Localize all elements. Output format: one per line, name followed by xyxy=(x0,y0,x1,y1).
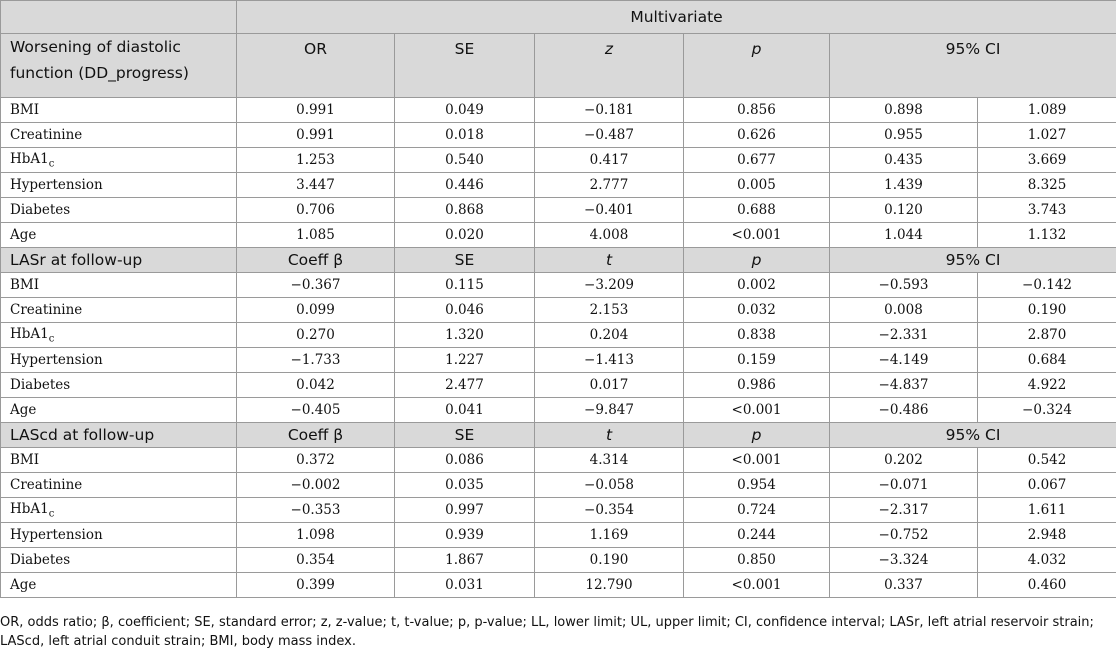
cell-value: −3.209 xyxy=(535,273,684,298)
cell-value: 2.777 xyxy=(535,173,684,198)
cell-value: 0.706 xyxy=(237,198,395,223)
table-row xyxy=(1,198,1116,223)
row-label: Diabetes xyxy=(1,548,237,573)
cell-value: 2.948 xyxy=(978,523,1116,548)
cell-value: 1.027 xyxy=(978,123,1116,148)
cell-value: 0.041 xyxy=(395,398,535,423)
cell-value: −4.837 xyxy=(830,373,978,398)
cell-value: 0.626 xyxy=(684,123,830,148)
row-label: BMI xyxy=(1,273,237,298)
cell-value: 0.035 xyxy=(395,473,535,498)
cell-value: −0.071 xyxy=(830,473,978,498)
col-header-ci: 95% CI xyxy=(830,423,1116,448)
cell-value: 0.684 xyxy=(978,348,1116,373)
cell-value: −0.058 xyxy=(535,473,684,498)
cell-value: 0.986 xyxy=(684,373,830,398)
cell-value: 1.320 xyxy=(395,323,535,348)
row-label: Age xyxy=(1,573,237,598)
cell-value: 0.850 xyxy=(684,548,830,573)
cell-value: 1.253 xyxy=(237,148,395,173)
cell-value: 2.477 xyxy=(395,373,535,398)
col-header-coeff: Coeff β xyxy=(237,423,395,448)
cell-value: 0.337 xyxy=(830,573,978,598)
cell-value: 0.008 xyxy=(830,298,978,323)
cell-value: 1.098 xyxy=(237,523,395,548)
cell-value: 0.372 xyxy=(237,448,395,473)
cell-value: <0.001 xyxy=(684,573,830,598)
cell-value: 0.991 xyxy=(237,98,395,123)
row-label: BMI xyxy=(1,98,237,123)
table-row xyxy=(1,348,1116,373)
cell-value: 2.153 xyxy=(535,298,684,323)
cell-value: 0.032 xyxy=(684,298,830,323)
cell-value: 2.870 xyxy=(978,323,1116,348)
multivariate-header: Multivariate xyxy=(237,1,1116,34)
cell-value: 0.955 xyxy=(830,123,978,148)
cell-value: 1.085 xyxy=(237,223,395,248)
table-row xyxy=(1,298,1116,323)
row-label: Hypertension xyxy=(1,173,237,198)
cell-value: 0.417 xyxy=(535,148,684,173)
cell-value: 0.354 xyxy=(237,548,395,573)
table-row xyxy=(1,223,1116,248)
cell-value: 0.018 xyxy=(395,123,535,148)
cell-value: 0.202 xyxy=(830,448,978,473)
col-header-t: t xyxy=(535,248,684,273)
table-row xyxy=(1,148,1116,173)
row-label: BMI xyxy=(1,448,237,473)
table-row xyxy=(1,98,1116,123)
col-header-coeff: Coeff β xyxy=(237,248,395,273)
cell-value: 0.939 xyxy=(395,523,535,548)
table-row xyxy=(1,498,1116,523)
cell-value: 0.991 xyxy=(237,123,395,148)
cell-value: 1.089 xyxy=(978,98,1116,123)
cell-value: −1.413 xyxy=(535,348,684,373)
cell-value: 0.954 xyxy=(684,473,830,498)
row-label: Age xyxy=(1,223,237,248)
section-2-label: LASr at follow-up xyxy=(1,248,237,273)
cell-value: 0.042 xyxy=(237,373,395,398)
cell-value: 0.046 xyxy=(395,298,535,323)
col-header-ci: 95% CI xyxy=(830,248,1116,273)
cell-value: −2.331 xyxy=(830,323,978,348)
cell-value: −3.324 xyxy=(830,548,978,573)
section-lasr xyxy=(1,273,1116,423)
table-row xyxy=(1,323,1116,348)
row-label: Age xyxy=(1,398,237,423)
cell-value: 0.005 xyxy=(684,173,830,198)
cell-value: −0.752 xyxy=(830,523,978,548)
row-label: $HbA1_c$ xyxy=(1,323,237,348)
cell-value: 3.743 xyxy=(978,198,1116,223)
row-label: $HbA1_c$ xyxy=(1,498,237,523)
cell-value: 4.032 xyxy=(978,548,1116,573)
row-label: Diabetes xyxy=(1,373,237,398)
cell-value: 0.868 xyxy=(395,198,535,223)
cell-value: 0.838 xyxy=(684,323,830,348)
col-header-p: p xyxy=(684,423,830,448)
row-label: Hypertension xyxy=(1,348,237,373)
cell-value: −0.142 xyxy=(978,273,1116,298)
cell-value: 0.002 xyxy=(684,273,830,298)
row-label: Creatinine xyxy=(1,123,237,148)
row-label: $HbA1_c$ xyxy=(1,148,237,173)
cell-value: 3.447 xyxy=(237,173,395,198)
cell-value: −0.405 xyxy=(237,398,395,423)
cell-value: 0.688 xyxy=(684,198,830,223)
cell-value: 0.270 xyxy=(237,323,395,348)
table-row xyxy=(1,473,1116,498)
col-header-z: z xyxy=(535,34,684,98)
section-dd-progress xyxy=(1,98,1116,248)
cell-value: −0.487 xyxy=(535,123,684,148)
cell-value: 0.399 xyxy=(237,573,395,598)
cell-value: 0.031 xyxy=(395,573,535,598)
header-corner xyxy=(1,1,237,34)
cell-value: −0.593 xyxy=(830,273,978,298)
cell-value: −0.401 xyxy=(535,198,684,223)
col-header-or: OR xyxy=(237,34,395,98)
cell-value: −0.354 xyxy=(535,498,684,523)
cell-value: 0.115 xyxy=(395,273,535,298)
cell-value: 1.867 xyxy=(395,548,535,573)
section-1-label: Worsening of diastolic function (DD_progress) xyxy=(1,34,237,98)
cell-value: 0.724 xyxy=(684,498,830,523)
col-header-se: SE xyxy=(395,423,535,448)
cell-value: 1.439 xyxy=(830,173,978,198)
col-header-t: t xyxy=(535,423,684,448)
cell-value: 4.008 xyxy=(535,223,684,248)
section-lascd xyxy=(1,448,1116,598)
col-header-ci: 95% CI xyxy=(830,34,1116,98)
cell-value: −0.486 xyxy=(830,398,978,423)
cell-value: 0.244 xyxy=(684,523,830,548)
table-row xyxy=(1,398,1116,423)
table-row xyxy=(1,173,1116,198)
cell-value: 1.169 xyxy=(535,523,684,548)
cell-value: 0.542 xyxy=(978,448,1116,473)
cell-value: 0.204 xyxy=(535,323,684,348)
cell-value: −0.181 xyxy=(535,98,684,123)
cell-value: 0.898 xyxy=(830,98,978,123)
cell-value: 12.790 xyxy=(535,573,684,598)
table-row xyxy=(1,548,1116,573)
cell-value: −4.149 xyxy=(830,348,978,373)
cell-value: −2.317 xyxy=(830,498,978,523)
table-footnote: OR, odds ratio; β, coefficient; SE, standard error; z, z-value; t, t-value; p, p-value; LL, lower limit; UL, upper limit; CI, confidence interval; LASr, left atrial reservoir strain; LAScd, left atrial conduit strain; BMI, body mass index. xyxy=(0,615,1094,649)
row-label: Hypertension xyxy=(1,523,237,548)
cell-value: −0.353 xyxy=(237,498,395,523)
cell-value: 0.446 xyxy=(395,173,535,198)
cell-value: 1.132 xyxy=(978,223,1116,248)
cell-value: 0.086 xyxy=(395,448,535,473)
cell-value: 0.017 xyxy=(535,373,684,398)
row-label: Creatinine xyxy=(1,298,237,323)
cell-value: 0.120 xyxy=(830,198,978,223)
cell-value: 0.049 xyxy=(395,98,535,123)
col-header-p: p xyxy=(684,34,830,98)
cell-value: 1.227 xyxy=(395,348,535,373)
cell-value: −9.847 xyxy=(535,398,684,423)
col-header-se: SE xyxy=(395,34,535,98)
row-label: Diabetes xyxy=(1,198,237,223)
cell-value: −0.367 xyxy=(237,273,395,298)
cell-value: 0.677 xyxy=(684,148,830,173)
cell-value: 0.099 xyxy=(237,298,395,323)
cell-value: 4.314 xyxy=(535,448,684,473)
cell-value: 0.540 xyxy=(395,148,535,173)
table-row xyxy=(1,123,1116,148)
cell-value: <0.001 xyxy=(684,223,830,248)
cell-value: <0.001 xyxy=(684,398,830,423)
table-row xyxy=(1,448,1116,473)
cell-value: <0.001 xyxy=(684,448,830,473)
row-label: Creatinine xyxy=(1,473,237,498)
cell-value: −0.002 xyxy=(237,473,395,498)
cell-value: 0.460 xyxy=(978,573,1116,598)
cell-value: 4.922 xyxy=(978,373,1116,398)
col-header-p: p xyxy=(684,248,830,273)
cell-value: 0.190 xyxy=(978,298,1116,323)
cell-value: 0.997 xyxy=(395,498,535,523)
table-row xyxy=(1,573,1116,598)
cell-value: 0.190 xyxy=(535,548,684,573)
cell-value: 1.611 xyxy=(978,498,1116,523)
cell-value: 1.044 xyxy=(830,223,978,248)
cell-value: −0.324 xyxy=(978,398,1116,423)
cell-value: 0.435 xyxy=(830,148,978,173)
col-header-se: SE xyxy=(395,248,535,273)
cell-value: 0.067 xyxy=(978,473,1116,498)
cell-value: 3.669 xyxy=(978,148,1116,173)
table-row xyxy=(1,523,1116,548)
cell-value: 0.856 xyxy=(684,98,830,123)
section-3-label: LAScd at follow-up xyxy=(1,423,237,448)
table-row xyxy=(1,373,1116,398)
cell-value: 8.325 xyxy=(978,173,1116,198)
cell-value: −1.733 xyxy=(237,348,395,373)
table-row xyxy=(1,273,1116,298)
cell-value: 0.020 xyxy=(395,223,535,248)
cell-value: 0.159 xyxy=(684,348,830,373)
